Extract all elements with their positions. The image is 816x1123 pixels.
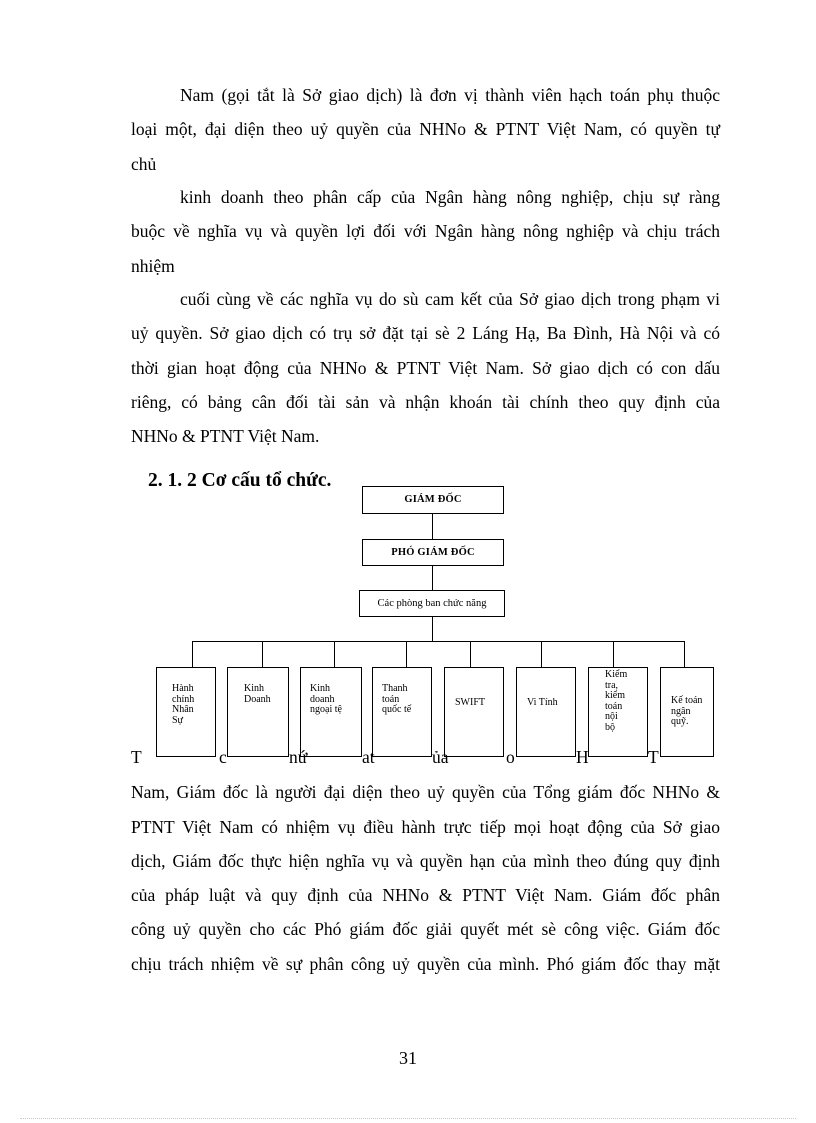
dept-connector	[262, 641, 263, 667]
dept-box-thanh-toan-quoc-te: Thanh toán quốc tế	[372, 667, 432, 757]
horizontal-bus-line	[192, 641, 684, 642]
paragraph3-line1: cuối cùng về các nghĩa vụ do sù cam kết của Sở giao dịch trong phạm vi	[180, 289, 720, 309]
occluded-fragment: nứ	[289, 747, 308, 767]
occluded-fragment: H	[576, 747, 589, 767]
dept-connector	[192, 641, 193, 667]
paragraph4-line4: của pháp luật và quy định của NHNo & PTNT Việt Nam. Giám đốc phân	[131, 885, 720, 905]
paragraph1-line2: loại một, đại diện theo uỷ quyền của NHNo & PTNT Việt Nam, có quyền tự	[131, 119, 720, 139]
occluded-fragment: o	[506, 747, 515, 767]
dept-connector	[613, 641, 614, 667]
paragraph2-line1: kinh doanh theo phân cấp của Ngân hàng nông nghiệp, chịu sự ràng	[180, 187, 720, 207]
functional-departments-box: Các phòng ban chức năng	[359, 590, 505, 617]
dept-box-vi-tinh: Vi Tính	[516, 667, 576, 757]
section-heading: 2. 1. 2 Cơ cấu tổ chức.	[148, 470, 332, 491]
dept-box-ke-toan-ngan-quy: Kế toán ngân quỹ.	[660, 667, 714, 757]
page-bottom-border	[20, 1118, 796, 1119]
connector-functional-bus	[432, 617, 433, 641]
dept-connector	[541, 641, 542, 667]
paragraph4-line2: PTNT Việt Nam có nhiệm vụ điều hành trực tiếp mọi hoạt động của Sở giao	[131, 817, 720, 837]
paragraph3-line5: NHNo & PTNT Việt Nam.	[131, 426, 320, 446]
occluded-fragment: c	[219, 747, 227, 767]
connector-deputy-functional	[432, 566, 433, 590]
occluded-fragment: T	[131, 747, 142, 767]
dept-connector	[684, 641, 685, 667]
paragraph4-line5: công uỷ quyền cho các Phó giám đốc giải quyết mét sè công việc. Giám đốc	[131, 919, 720, 939]
paragraph1-line1: Nam (gọi tắt là Sở giao dịch) là đơn vị thành viên hạch toán phụ thuộc	[180, 85, 720, 105]
dept-box-kinh-doanh-ngoai-te: Kinh doanh ngoại tệ	[300, 667, 362, 757]
occluded-fragment: ủa	[432, 747, 449, 767]
dept-connector	[334, 641, 335, 667]
paragraph2-line2: buộc về nghĩa vụ và quyền lợi đối với Ngân hàng nông nghiệp và chịu trách	[131, 221, 720, 241]
occluded-fragment: T	[648, 747, 659, 767]
deputy-director-box: PHÓ GIÁM ĐỐC	[362, 539, 504, 566]
connector-director-deputy	[432, 514, 433, 539]
occluded-fragment: at	[362, 747, 375, 767]
dept-box-kiem-tra-kiem-toan-noi-bo: Kiểm tra, kiểm toán nội bộ	[588, 667, 648, 757]
page-number: 31	[399, 1048, 417, 1068]
dept-box-hanh-chinh-nhan-su: Hành chính Nhân Sự	[156, 667, 216, 757]
paragraph4-line1: Nam, Giám đốc là người đại diện theo uỷ quyền của Tổng giám đốc NHNo &	[131, 782, 720, 802]
paragraph3-line3: thời gian hoạt động của NHNo & PTNT Việt Nam. Sở giao dịch có con dấu	[131, 358, 720, 378]
paragraph2-line3: nhiệm	[131, 256, 175, 276]
dept-connector	[470, 641, 471, 667]
paragraph1-line3: chủ	[131, 154, 157, 174]
dept-box-swift: SWIFT	[444, 667, 504, 757]
paragraph4-line3: dịch, Giám đốc thực hiện nghĩa vụ và quyền hạn của mình theo đúng quy định	[131, 851, 720, 871]
dept-connector	[406, 641, 407, 667]
paragraph4-line6: chịu trách nhiệm về sự phân công uỷ quyền của mình. Phó giám đốc thay mặt	[131, 954, 720, 974]
paragraph3-line2: uỷ quyền. Sở giao dịch có trụ sở đặt tại sè 2 Láng Hạ, Ba Đình, Hà Nội và có	[131, 323, 720, 343]
director-box: GIÁM ĐỐC	[362, 486, 504, 514]
dept-box-kinh-doanh: Kinh Doanh	[227, 667, 289, 757]
paragraph3-line4: riêng, có bảng cân đối tài sản và nhận khoán tài chính theo quy định của	[131, 392, 720, 412]
